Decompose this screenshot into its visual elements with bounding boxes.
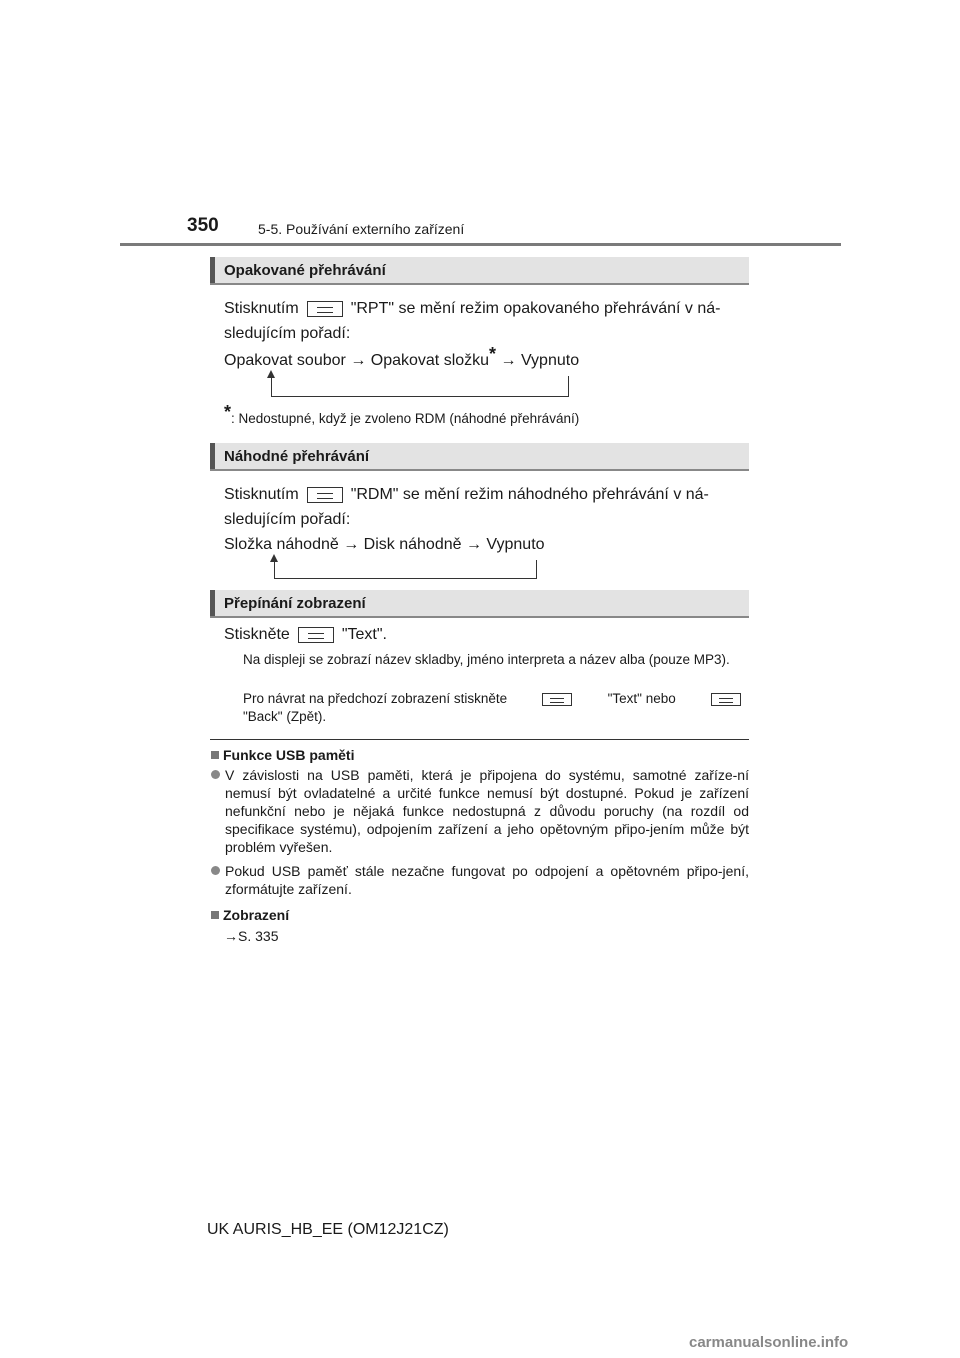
usb-bullet-2 — [211, 862, 749, 898]
repeat-seq-b: Opakovat složku — [370, 352, 490, 369]
repeat-seq-a: Opakovat soubor — [224, 352, 346, 369]
random-seq-b: Disk náhodně — [363, 536, 462, 553]
arrow-right-icon: → — [350, 352, 367, 369]
display-note-heading-text: Zobrazení — [223, 907, 290, 923]
section-title: Náhodné přehrávání — [224, 447, 370, 465]
section-accent — [210, 443, 215, 469]
display-info-2-mid: "Text" nebo — [607, 691, 676, 706]
repeat-line-2: sledujícím pořadí: — [224, 325, 351, 342]
section-header-repeat — [210, 257, 749, 285]
display-info-2-post: "Back" (Zpět). — [243, 709, 327, 724]
random-sequence — [224, 532, 749, 557]
text-button-icon — [542, 693, 572, 706]
random-line-1-pre: Stisknutím — [224, 486, 299, 503]
random-loop-arrow — [274, 560, 537, 579]
rpt-button-icon — [307, 301, 343, 317]
repeat-footnote — [224, 402, 580, 428]
display-line-1-post: "Text". — [341, 626, 387, 643]
usb-bullet-1 — [211, 766, 749, 856]
display-note-ref[interactable] — [224, 927, 749, 945]
page-reference-link[interactable]: S. 335 — [238, 928, 279, 944]
back-button-icon — [711, 693, 741, 706]
section-title: Přepínání zobrazení — [224, 594, 366, 612]
random-line-1 — [224, 482, 749, 507]
arrow-right-icon: → — [465, 536, 482, 553]
loop-arrowhead-icon — [270, 554, 278, 562]
display-line-1-pre: Stiskněte — [224, 626, 290, 643]
asterisk-icon: * — [224, 402, 232, 422]
random-line-2: sledujícím pořadí: — [224, 511, 351, 528]
loop-arrowhead-icon — [267, 370, 275, 378]
section-header-display — [210, 590, 749, 618]
usb-bullet-1-text: V závislosti na USB paměti, která je připojena do systému, samotné zaříze-ní nemusí být ovladatelné a určité funkce nemusí být dostupné. Pokud je zařízení nefunkční nebo je nějaká funkce nedostupná z důvodu poruchy (na rozdíl od specifikace systému), odpojením zařízení a jeho opětovným připo-jením může být problém vyřešen. — [225, 767, 749, 855]
repeat-sequence — [224, 344, 749, 373]
random-seq-c: Vypnuto — [486, 536, 545, 553]
random-seq-a: Složka náhodně — [224, 536, 339, 553]
usb-note-heading — [211, 747, 749, 763]
asterisk-icon: * — [489, 344, 497, 364]
display-line-1 — [224, 622, 387, 647]
arrow-right-icon: → — [224, 928, 238, 944]
section-header-random — [210, 443, 749, 471]
usb-bullet-2-text: Pokud USB paměť stále nezačne fungovat po odpojení a opětovném připo-jení, zformátujte zařízení. — [225, 863, 749, 897]
circle-bullet-icon — [211, 866, 220, 875]
repeat-seq-c: Vypnuto — [520, 352, 580, 369]
display-info-2-pre: Pro návrat na předchozí zobrazení stiskněte — [243, 691, 508, 706]
circle-bullet-icon — [211, 770, 220, 779]
section-accent — [210, 590, 215, 616]
repeat-line-1-post: "RPT" se mění režim opakovaného přehrávání v ná- — [350, 300, 721, 317]
watermark: carmanualsonline.info — [689, 1334, 849, 1351]
usb-note-heading-text: Funkce USB paměti — [223, 747, 355, 763]
repeat-line-1-pre: Stisknutím — [224, 300, 299, 317]
random-paragraph — [224, 482, 749, 557]
square-bullet-icon — [211, 751, 219, 759]
section-title: Opakované přehrávání — [224, 261, 386, 279]
footnote-text: : Nedostupné, když je zvoleno RDM (náhodné přehrávání) — [231, 411, 580, 426]
display-info-2 — [243, 690, 749, 726]
repeat-paragraph — [224, 296, 749, 373]
random-line-1-post: "RDM" se mění režim náhodného přehrávání v ná- — [350, 486, 709, 503]
square-bullet-icon — [211, 911, 219, 919]
chapter-title: 5-5. Používání externího zařízení — [258, 221, 465, 237]
notes-block — [211, 747, 749, 945]
arrow-right-icon: → — [343, 536, 360, 553]
repeat-line-1 — [224, 296, 749, 321]
text-button-icon — [298, 627, 334, 643]
model-code: UK AURIS_HB_EE (OM12J21CZ) — [207, 1221, 449, 1238]
page-number: 350 — [187, 215, 219, 236]
display-info-1: Na displeji se zobrazí název skladby, jméno interpreta a název alba (pouze MP3). — [243, 652, 730, 667]
arrow-right-icon: → — [500, 352, 517, 369]
display-note-heading — [211, 907, 749, 923]
notes-rule — [210, 739, 749, 740]
header-rule — [120, 243, 841, 246]
section-accent — [210, 257, 215, 283]
repeat-loop-arrow — [271, 376, 569, 397]
rdm-button-icon — [307, 487, 343, 503]
